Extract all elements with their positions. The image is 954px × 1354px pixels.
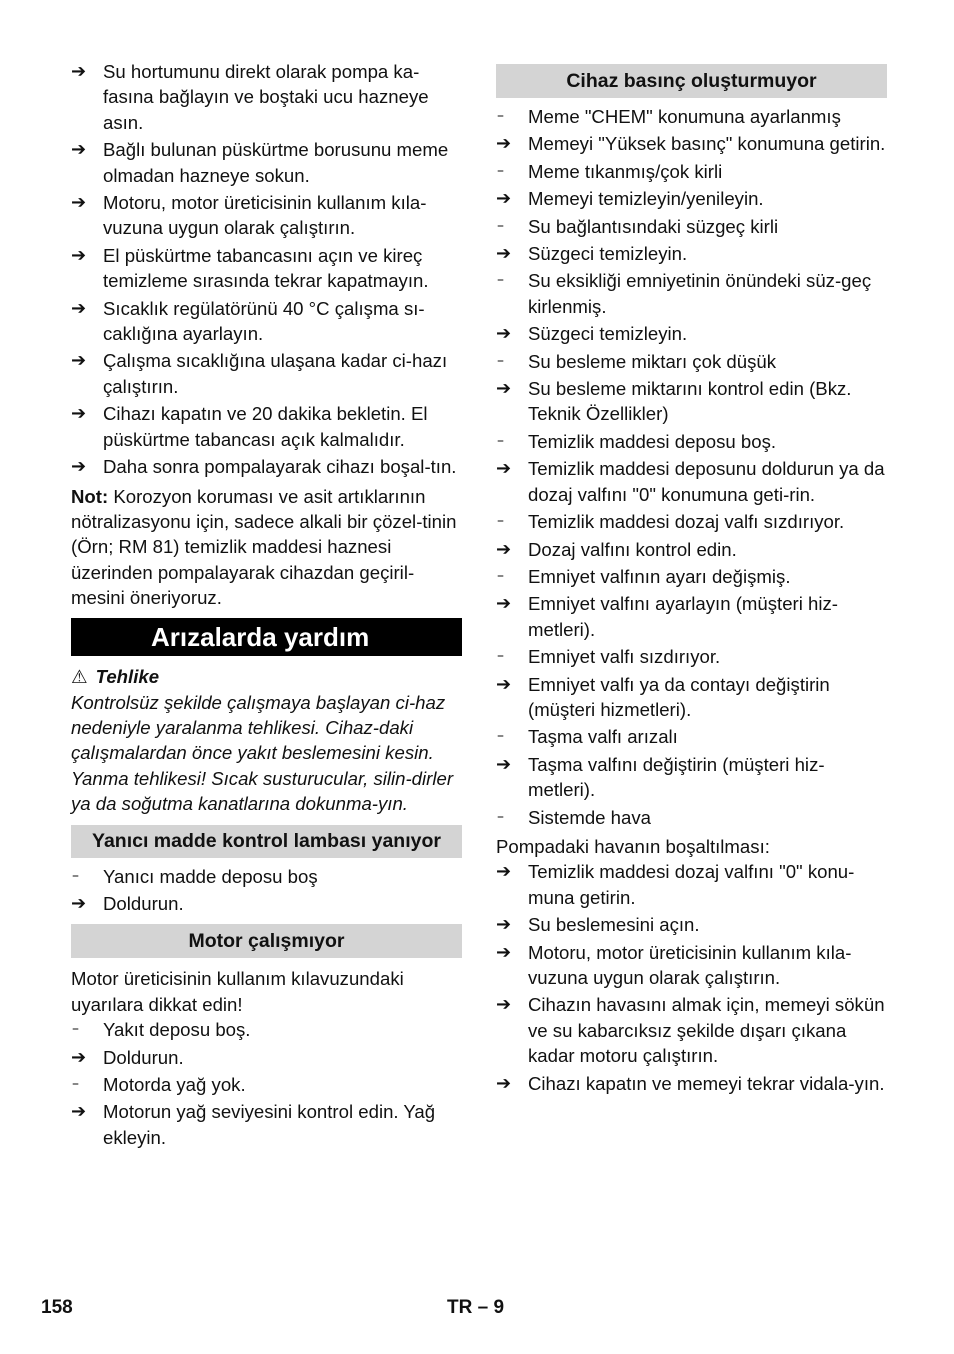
arrow-icon: ➔ bbox=[496, 593, 512, 615]
list-item: ➔ Doldurun. bbox=[71, 1045, 462, 1070]
list-item: ➔ Sıcaklık regülatörünü 40 °C çalışma sı-caklığına ayarlayın. bbox=[71, 297, 425, 345]
arrow-icon: ➔ bbox=[71, 403, 87, 425]
list-item: ➔ Su besleme miktarını kontrol edin (Bkz. Teknik Özellikler) bbox=[496, 378, 852, 425]
list-item: ➔ Memeyi "Yüksek basınç" konumuna getirin. bbox=[496, 131, 887, 156]
list-item: ➔ Temizlik maddesi deposunu doldurun ya da dozaj valfını "0" konumuna geti-rin. bbox=[496, 458, 885, 505]
dash-icon: – bbox=[72, 867, 79, 884]
list-item: – Meme tıkanmış/çok kirli bbox=[496, 159, 887, 184]
note-paragraph bbox=[71, 484, 462, 611]
dash-icon: – bbox=[497, 432, 504, 449]
subsection-title: Motor çalışmıyor bbox=[71, 924, 462, 958]
subsection-title: Cihaz basınç oluşturmuyor bbox=[496, 64, 887, 98]
dash-icon: – bbox=[497, 728, 504, 745]
list-item: – Temizlik maddesi dozaj valfı sızdırıyor. bbox=[496, 509, 887, 534]
warning-triangle-icon: ⚠ bbox=[71, 666, 88, 688]
dash-icon: – bbox=[497, 162, 504, 179]
sub2-list bbox=[71, 1017, 462, 1150]
arrow-icon: ➔ bbox=[496, 941, 512, 963]
bleed-intro: Pompadaki havanın boşaltılması: bbox=[496, 835, 770, 857]
section-title: Arızalarda yardım bbox=[71, 618, 462, 656]
troubleshoot-list bbox=[496, 104, 887, 830]
warning-text: Yanma tehlikesi! Sıcak susturucular, silin-dirler ya da soğutma kanatlarına dokunma-yın. bbox=[71, 767, 454, 815]
dash-icon: – bbox=[72, 1021, 79, 1038]
list-item: ➔ Memeyi temizleyin/yenileyin. bbox=[496, 186, 887, 211]
arrow-icon: ➔ bbox=[71, 297, 87, 319]
list-item: – Meme "CHEM" konumuna ayarlanmış bbox=[496, 104, 887, 129]
list-item: ➔ Süzgeci temizleyin. bbox=[496, 241, 887, 266]
list-item: ➔ Cihazı kapatın ve 20 dakika bekletin. El püskürtme tabancası açık kalmalıdır. bbox=[71, 403, 428, 450]
list-item: ➔ Cihazı kapatın ve memeyi tekrar vidala-yın. bbox=[496, 1071, 887, 1096]
list-item: ➔ Su beslemesini açın. bbox=[496, 912, 887, 937]
dash-icon: – bbox=[497, 808, 504, 825]
list-item: ➔ Cihazın havasını almak için, memeyi sökün ve su kabarcıksız şekilde dışarı çıkana kadar motoru çalıştırın. bbox=[496, 994, 885, 1067]
list-item: ➔ Emniyet valfını ayarlayın (müşteri hiz-metleri). bbox=[496, 593, 838, 640]
list-item: ➔ Motorun yağ seviyesini kontrol edin. Yağ ekleyin. bbox=[71, 1101, 436, 1148]
list-item: – Su besleme miktarı çok düşük bbox=[496, 349, 887, 374]
dash-icon: – bbox=[72, 1076, 79, 1092]
list-item: – Temizlik maddesi deposu boş. bbox=[496, 429, 887, 454]
list-item: – Emniyet valfının ayarı değişmiş. bbox=[496, 564, 887, 589]
list-item: ➔ Çalışma sıcaklığına ulaşana kadar ci-hazı çalıştırın. bbox=[71, 350, 448, 397]
list-item: ➔ Süzgeci temizleyin. bbox=[496, 321, 887, 346]
arrow-icon: ➔ bbox=[496, 1072, 512, 1094]
list-item: – Emniyet valfı sızdırıyor. bbox=[496, 644, 887, 669]
list-item: – Su bağlantısındaki süzgeç kirli bbox=[496, 214, 887, 239]
arrow-icon: ➔ bbox=[496, 861, 512, 883]
arrow-icon: ➔ bbox=[496, 188, 512, 210]
dash-icon: – bbox=[497, 513, 504, 530]
language-page-number: – 9 bbox=[477, 1297, 505, 1318]
arrow-icon: ➔ bbox=[71, 1046, 87, 1068]
bleed-steps bbox=[496, 859, 887, 1096]
arrow-icon: ➔ bbox=[496, 378, 512, 400]
arrow-icon: ➔ bbox=[496, 243, 512, 265]
dash-icon: – bbox=[497, 108, 504, 124]
warning-text: Kontrolsüz şekilde çalışmaya başlayan ci-haz nedeniyle yaralanma tehlikesi. Cihaz-daki çalışmalardan önce yakıt beslemesini kesin. bbox=[71, 691, 446, 764]
page-number: 158 bbox=[41, 1297, 73, 1318]
steps-top bbox=[71, 59, 462, 480]
arrow-icon: ➔ bbox=[496, 538, 512, 560]
arrow-icon: ➔ bbox=[496, 914, 512, 936]
arrow-icon: ➔ bbox=[496, 323, 512, 345]
note-text: Korozyon koruması ve asit artıklarının nötralizasyonu için, sadece alkali bir çözel-tinin (Örn; RM 81) temizlik maddesi haznesi üzerinden pompalayarak cihazdan geçiril-mesini öneriyoruz. bbox=[71, 485, 457, 609]
list-item: ➔ Su hortumunu direkt olarak pompa ka-fasına bağlayın ve boştaki ucu hazneye asın. bbox=[71, 61, 429, 133]
arrow-icon: ➔ bbox=[496, 753, 512, 775]
dash-icon: – bbox=[497, 567, 504, 584]
list-item: ➔ Temizlik maddesi dozaj valfını "0" konu-muna getirin. bbox=[496, 861, 855, 908]
arrow-icon: ➔ bbox=[496, 994, 512, 1016]
warning-title: ⚠ Tehlike bbox=[71, 665, 160, 688]
arrow-icon: ➔ bbox=[71, 892, 87, 914]
dash-icon: – bbox=[497, 352, 504, 369]
arrow-icon: ➔ bbox=[496, 133, 512, 155]
dash-icon: – bbox=[497, 217, 504, 234]
list-item: ➔ Taşma valfını değiştirin (müşteri hiz-metleri). bbox=[496, 753, 825, 801]
arrow-icon: ➔ bbox=[496, 673, 512, 695]
list-item: – Su eksikliği emniyetinin önündeki süz-geç kirlenmiş. bbox=[497, 270, 872, 317]
list-item: ➔ Dozaj valfını kontrol edin. bbox=[496, 537, 887, 562]
list-item: – Taşma valfı arızalı bbox=[496, 724, 887, 749]
list-item: ➔ Doldurun. bbox=[71, 891, 462, 916]
list-item: ➔ Motoru, motor üreticisinin kullanım kıla-vuzuna uygun olarak çalıştırın. bbox=[496, 941, 852, 988]
arrow-icon: ➔ bbox=[71, 244, 87, 266]
left-column bbox=[71, 59, 462, 1150]
arrow-icon: ➔ bbox=[71, 350, 87, 372]
list-item: ➔ Motoru, motor üreticisinin kullanım kıla-vuzuna uygun olarak çalıştırın. bbox=[71, 192, 427, 239]
sub1-list bbox=[71, 864, 462, 917]
dash-icon: – bbox=[497, 648, 504, 665]
list-item: – Yanıcı madde deposu boş bbox=[71, 864, 462, 889]
arrow-icon: ➔ bbox=[496, 458, 512, 480]
list-item: – Motorda yağ yok. bbox=[71, 1072, 462, 1097]
list-item: ➔ Emniyet valfı ya da contayı değiştirin (müşteri hizmetleri). bbox=[496, 673, 830, 720]
list-item: ➔ Bağlı bulunan püskürtme borusunu meme olmadan hazneye sokun. bbox=[71, 139, 449, 186]
arrow-icon: ➔ bbox=[71, 456, 87, 478]
warning-block bbox=[71, 664, 462, 817]
list-item: ➔ El püskürtme tabancasını açın ve kireç temizleme sırasında tekrar kapatmayın. bbox=[71, 244, 429, 292]
footer-language bbox=[447, 1297, 504, 1319]
arrow-icon: ➔ bbox=[71, 1101, 87, 1123]
arrow-icon: ➔ bbox=[71, 192, 87, 214]
arrow-icon: ➔ bbox=[71, 139, 87, 161]
arrow-icon: ➔ bbox=[71, 61, 87, 82]
right-column bbox=[496, 64, 887, 1096]
dash-icon: – bbox=[497, 272, 504, 289]
language-code: TR bbox=[447, 1297, 473, 1318]
subsection-title: Yanıcı madde kontrol lambası yanıyor bbox=[71, 825, 462, 858]
list-item: – Yakıt deposu boş. bbox=[71, 1017, 462, 1042]
list-item: – Sistemde hava bbox=[496, 805, 887, 830]
sub2-intro: Motor üreticisinin kullanım kılavuzundaki uyarılara dikkat edin! bbox=[71, 968, 404, 1015]
list-item: ➔ Daha sonra pompalayarak cihazı boşal-tın. bbox=[71, 454, 462, 479]
note-label: Not: bbox=[71, 485, 109, 507]
